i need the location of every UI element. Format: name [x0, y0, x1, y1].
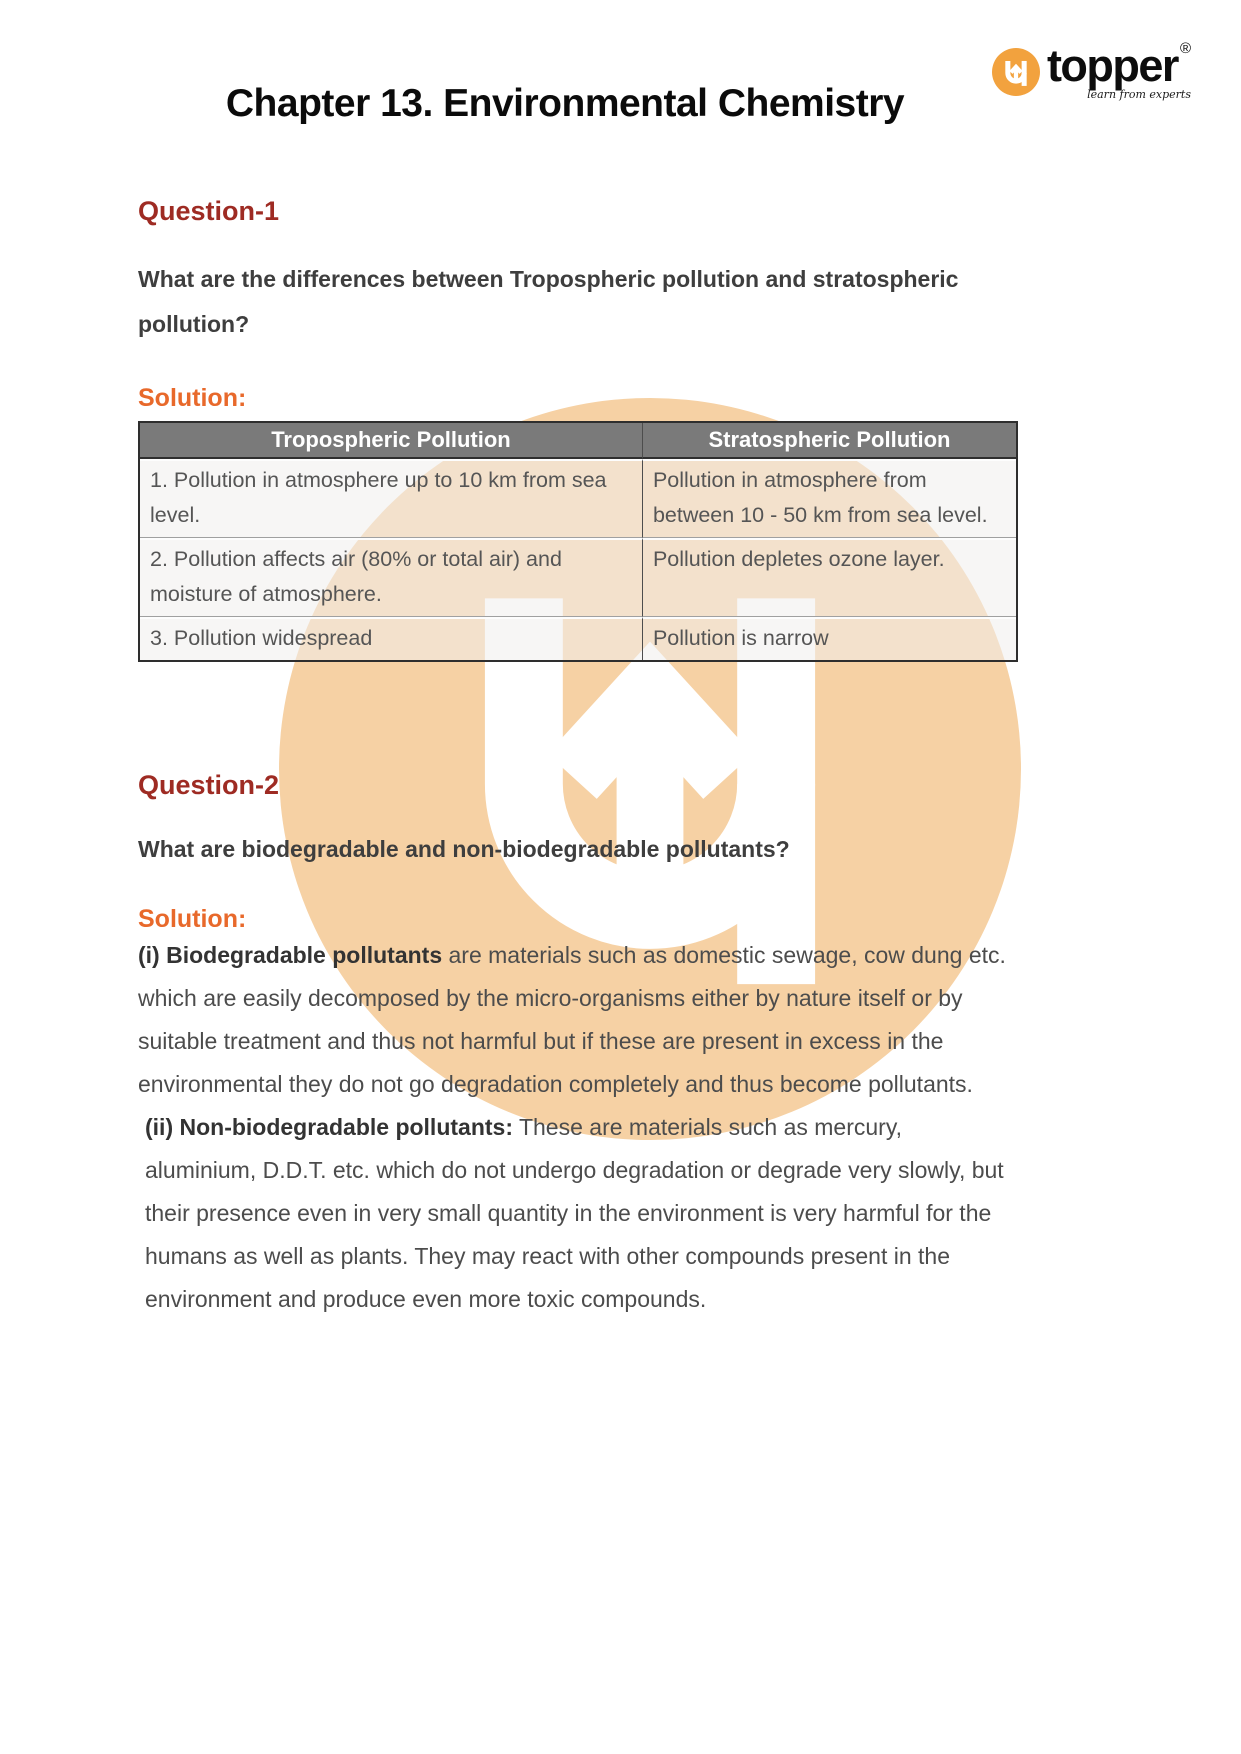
solution-paragraph-biodegradable — [138, 934, 1018, 1106]
table-cell: 3. Pollution widespread — [140, 617, 642, 660]
paragraph-body: are materials such as domestic sewage, cow dung etc. which are easily decomposed by the micro-organisms either by nature itself or by suitable treatment and thus not harmful but if these are present in excess in the environmental they do not go degradation completely and thus become pollutants. — [138, 942, 1006, 1098]
question-2-text: What are biodegradable and non-biodegradable pollutants? — [138, 836, 790, 863]
table-cell: Pollution is narrow — [642, 617, 1016, 660]
brand-tagline: learn from experts — [1087, 88, 1191, 102]
brand-name: topper — [1046, 40, 1178, 91]
question-1-heading: Question-1 — [138, 196, 280, 226]
table-cell: 1. Pollution in atmosphere up to 10 km from sea level. — [140, 459, 642, 538]
table-cell: 2. Pollution affects air (80% or total air) and moisture of atmosphere. — [140, 538, 642, 617]
paragraph-lead: (ii) Non-biodegradable pollutants: — [145, 1114, 513, 1141]
pollution-comparison-table — [138, 421, 1018, 662]
registered-mark: ® — [1179, 40, 1191, 57]
paragraph-lead: (i) Biodegradable pollutants — [138, 942, 443, 969]
question-2-heading: Question-2 — [138, 770, 280, 801]
question-1-text: What are the differences between Tropospheric pollution and stratospheric pollution? — [138, 266, 959, 338]
question-2-section — [138, 770, 1018, 1321]
table-header-stratospheric: Stratospheric Pollution — [642, 423, 1016, 459]
question-2-solution-label: Solution: — [138, 905, 247, 934]
content-column — [138, 196, 1018, 1321]
table-row — [140, 459, 1016, 538]
table-cell: Pollution depletes ozone layer. — [642, 538, 1016, 617]
question-1-section — [138, 196, 1018, 662]
table-row — [140, 538, 1016, 617]
page-title: Chapter 13. Environmental Chemistry — [225, 82, 905, 125]
table-row — [140, 617, 1016, 660]
table-cell: Pollution in atmosphere from between 10 - 50 km from sea level. — [642, 459, 1016, 538]
question-1-solution-label: Solution: — [138, 384, 247, 413]
solution-paragraph-non-biodegradable — [138, 1106, 1018, 1321]
paragraph-body: These are materials such as mercury, aluminium, D.D.T. etc. which do not undergo degradation or degrade very slowly, but their presence even in very small quantity in the environment is very harmful for the humans as well as plants. They may react with other compounds present in the environment and produce even more toxic compounds. — [145, 1114, 1004, 1313]
table-header-row — [140, 423, 1016, 459]
table-header-tropospheric: Tropospheric Pollution — [140, 423, 642, 459]
